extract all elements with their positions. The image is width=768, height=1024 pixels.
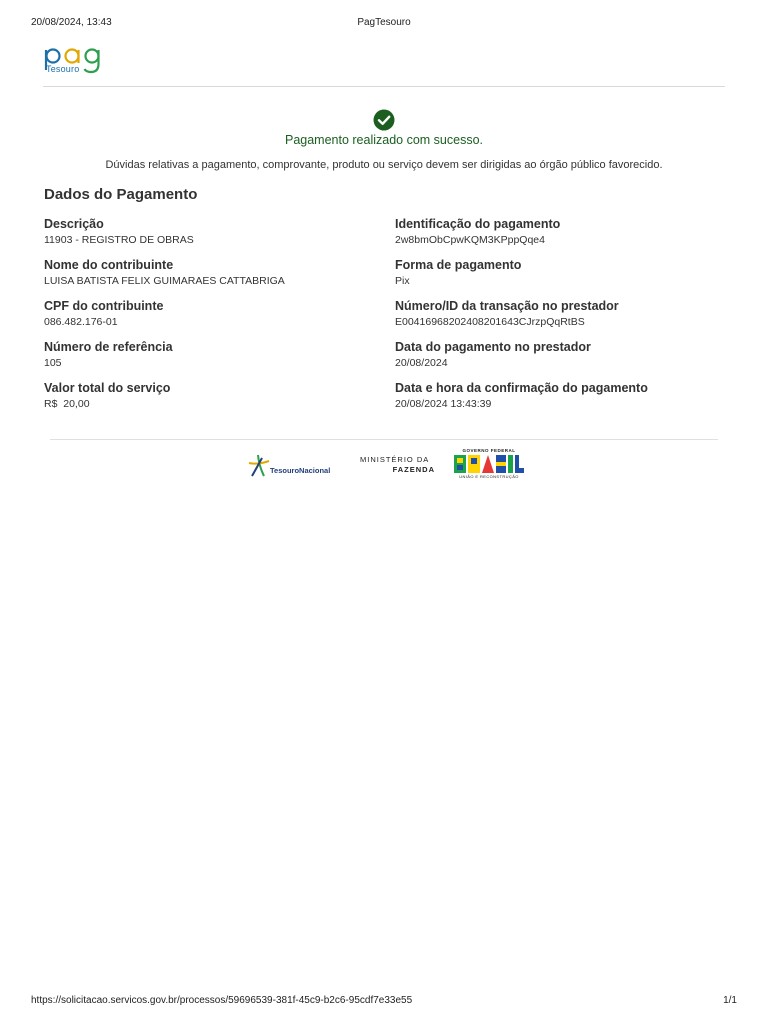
check-circle-icon xyxy=(373,109,395,131)
field-value: 086.482.176-01 xyxy=(44,316,118,328)
success-message: Pagamento realizado com sucesso. xyxy=(284,133,484,147)
page-url: https://solicitacao.servicos.gov.br/processos/59696539-381f-45c9-b2c6-95cdf7e33e55 xyxy=(31,995,413,1006)
pagtesouro-logo xyxy=(42,42,106,76)
field-label: Nome do contribuinte xyxy=(44,258,174,272)
ministerio-line2: FAZENDA xyxy=(392,465,435,474)
print-footer xyxy=(31,995,737,1009)
field-label: Data e hora da confirmação do pagamento xyxy=(395,381,648,395)
ministerio-line1: MINISTÉRIO DA xyxy=(360,455,430,464)
print-title: PagTesouro xyxy=(357,17,411,28)
field-label: Data do pagamento no prestador xyxy=(395,340,591,354)
field-value: 11903 - REGISTRO DE OBRAS xyxy=(44,234,194,246)
field-nome-contribuinte xyxy=(44,257,374,298)
field-label: Valor total do serviço xyxy=(44,381,171,395)
field-value: 20/08/2024 xyxy=(395,357,448,369)
details-left-column xyxy=(44,216,374,421)
field-label: Número de referência xyxy=(44,340,173,354)
field-label: Forma de pagamento xyxy=(395,258,522,272)
field-value: Pix xyxy=(395,275,410,287)
field-label: Número/ID da transação no prestador xyxy=(395,299,619,313)
field-forma-pagamento xyxy=(395,257,725,298)
print-datetime: 20/08/2024, 13:43 xyxy=(31,17,112,28)
field-value: R$ 20,00 xyxy=(44,398,90,410)
field-descricao xyxy=(44,216,374,257)
footer-divider xyxy=(50,439,718,440)
field-label: Identificação do pagamento xyxy=(395,217,561,231)
section-title: Dados do Pagamento xyxy=(44,186,198,203)
field-value: 2w8bmObCpwKQM3KPppQqe4 xyxy=(395,234,545,246)
field-valor-total xyxy=(44,380,374,421)
field-value: 105 xyxy=(44,357,62,369)
tesouro-nacional-logo xyxy=(246,452,346,480)
field-numero-referencia xyxy=(44,339,374,380)
governo-federal-logo xyxy=(452,448,526,484)
field-value: 20/08/2024 13:43:39 xyxy=(395,398,492,410)
tesouro-nacional-text: TesouroNacional xyxy=(270,466,331,475)
brasil-wordmark-icon xyxy=(452,454,526,474)
details-right-column xyxy=(395,216,725,421)
contact-notice: Dúvidas relativas a pagamento, comprovante, produto ou serviço devem ser dirigidas ao órgão público favorecido. xyxy=(105,159,663,171)
footer-logos xyxy=(0,448,768,484)
field-value: E00416968202408201643CJrzpQqRtBS xyxy=(395,316,585,328)
field-identificacao xyxy=(395,216,725,257)
field-data-hora-confirmacao xyxy=(395,380,725,421)
field-id-transacao xyxy=(395,298,725,339)
field-label: CPF do contribuinte xyxy=(44,299,164,313)
logo-tesouro-text: Tesouro xyxy=(46,64,80,74)
page-number: 1/1 xyxy=(723,995,737,1006)
field-cpf xyxy=(44,298,374,339)
field-data-pagamento xyxy=(395,339,725,380)
governo-federal-bottom-text: UNIÃO E RECONSTRUÇÃO xyxy=(459,474,519,479)
governo-federal-top-text: GOVERNO FEDERAL xyxy=(462,448,516,453)
header-divider xyxy=(43,86,725,87)
print-header xyxy=(31,17,737,31)
field-value: LUISA BATISTA FELIX GUIMARAES CATTABRIGA xyxy=(44,275,285,287)
tesouro-nacional-star-icon xyxy=(246,452,272,480)
ministerio-fazenda-logo xyxy=(359,454,439,478)
field-label: Descrição xyxy=(44,217,104,231)
